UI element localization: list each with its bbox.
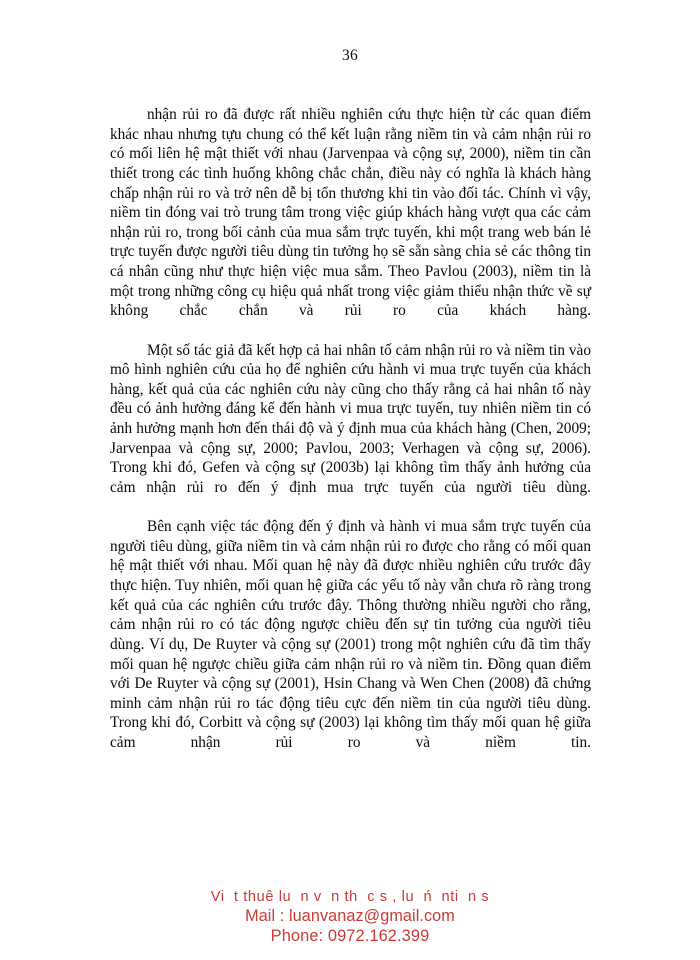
paragraph: Một số tác giả đã kết hợp cả hai nhân tố cảm nhận rủi ro và niềm tin vào mô hình nghiên cứu của họ để nghiên cứu hành vi mua trực tuyến của khách hàng, kết quả của các nghiên cứu này cũng cho thấy rằng cả hai nhân tố này đều có ảnh hưởng đáng kể đến hành vi mua trực tuyến, tuy nhiên niềm tin có ảnh hưởng mạnh hơn đến thái độ và ý định mua của khách hàng (Chen, 2009; Jarvenpaa và cộng sự, 2000; Pavlou, 2003; Verhagen và cộng sự, 2006). Trong khi đó, Gefen và cộng sự (2003b) lại không tìm thấy ảnh hưởng của cảm nhận rủi ro đến ý định mua trực tuyến của người tiêu dùng. xyxy=(110,341,591,496)
paragraph: nhận rủi ro đã được rất nhiều nghiên cứu thực hiện từ các quan điểm khác nhau nhưng tựu chung có thể kết luận rằng niềm tin và cảm nhận rủi ro có mối liên hệ mật thiết với nhau (Jarvenpaa và cộng sự, 2000), niềm tin cần thiết trong các tình huống không chắc chắn, điều này có nghĩa là khách hàng chấp nhận rủi ro và trở nên dễ bị tổn thương khi tin vào đối tác. Chính vì vậy, niềm tin đóng vai trò trung tâm trong việc giúp khách hàng vượt qua các cảm nhận rủi ro, trong bối cảnh của mua sắm trực tuyến, khi một trang web bán lẻ trực tuyến được người tiêu dùng tin tưởng họ sẽ sẵn sàng chia sẻ các thông tin cá nhân cũng như thực hiện việc mua sắm. Theo Pavlou (2003), niềm tin là một trong những công cụ hiệu quả nhất trong việc giảm thiểu nhận thức về sự không chắc chắn và rủi ro của khách hàng. xyxy=(110,106,591,320)
footer-watermark xyxy=(0,888,700,946)
paragraph: Bên cạnh việc tác động đến ý định và hành vi mua sắm trực tuyến của người tiêu dùng, giữa niềm tin và cảm nhận rủi ro được cho rằng có mối quan hệ mật thiết với nhau. Mối quan hệ này đã được nhiều nghiên cứu trước đây thực hiện. Tuy nhiên, mối quan hệ giữa các yếu tố này vẫn chưa rõ ràng trong kết quả của các nghiên cứu trước đây. Thông thường nhiều người cho rằng, cảm nhận rủi ro có tác động ngược chiều đến sự tin tưởng của người tiêu dùng. Ví dụ, De Ruyter và cộng sự (2001) trong một nghiên cứu đã tìm thấy mối quan hệ ngược chiều giữa cảm nhận rủi ro và niềm tin. Đồng quan điểm với De Ruyter và cộng sự (2001), Hsin Chang và Wen Chen (2008) đã chứng minh cảm nhận rủi ro tác động tiêu cực đến niềm tin của người tiêu dùng. Trong khi đó, Corbitt và cộng sự (2003) lại không tìm thấy mối quan hệ giữa cảm nhận rủi ro và niềm tin. xyxy=(110,518,591,751)
page-number: 36 xyxy=(342,47,358,64)
body-text-block xyxy=(110,105,591,772)
footer-email[interactable]: Mail : luanvanaz@gmail.com xyxy=(245,907,455,925)
footer-phone[interactable]: Phone: 0972.162.399 xyxy=(270,927,430,945)
footer-service-text: Vi t thuê lu n v n th c s , lu ń nti n s xyxy=(210,889,490,905)
